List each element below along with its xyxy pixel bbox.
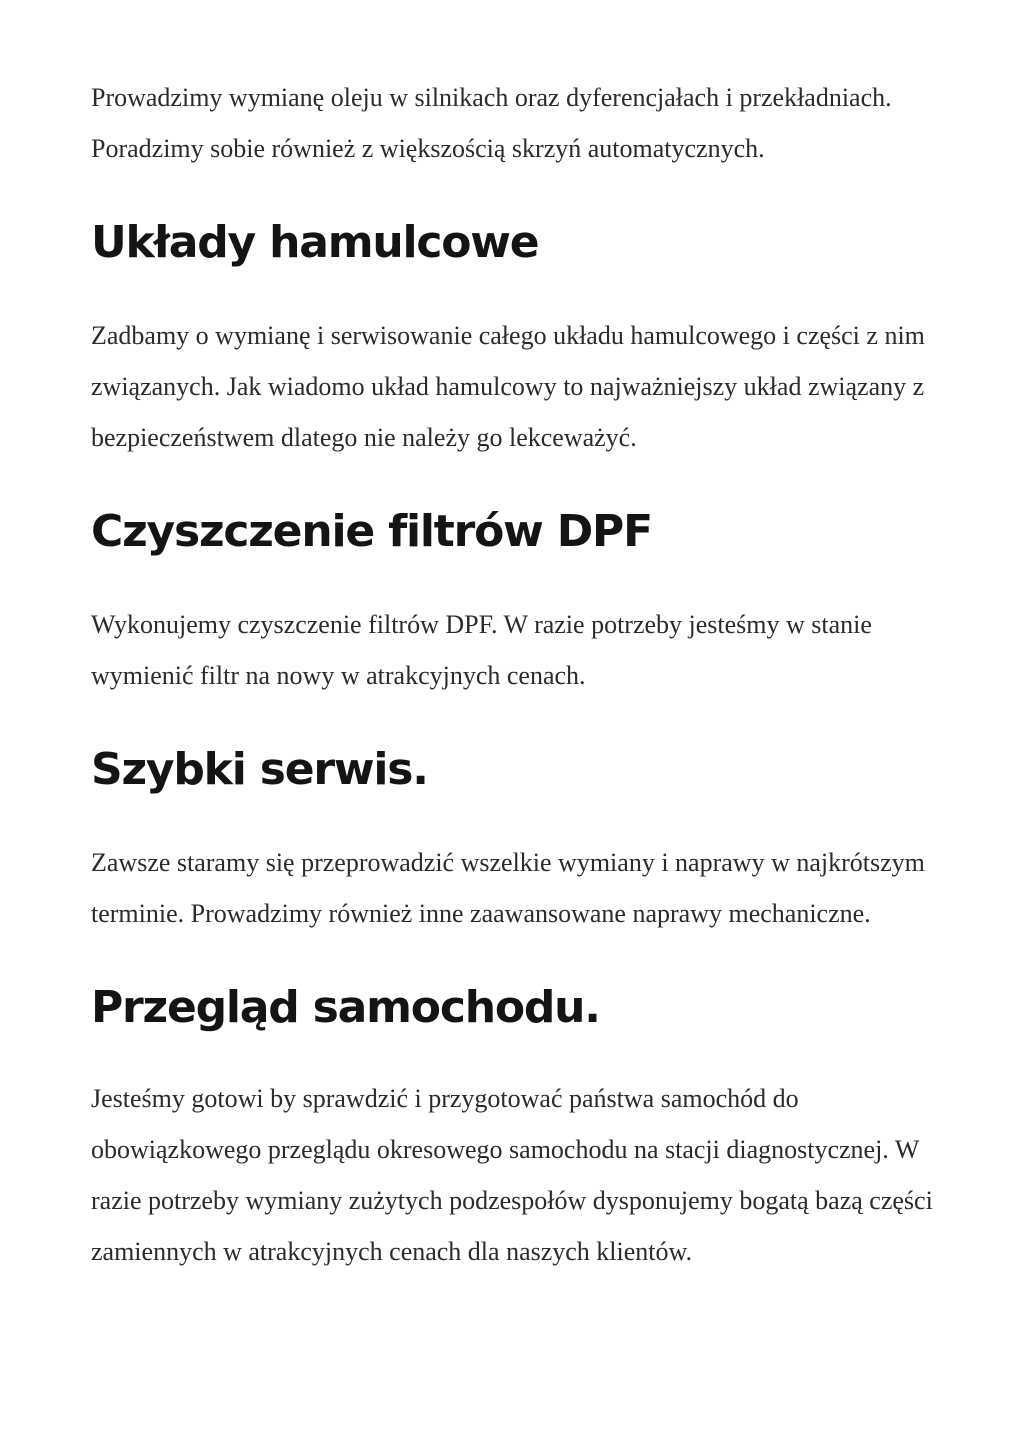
brakes-paragraph: Zadbamy o wymianę i serwisowanie całego układu hamulcowego i części z nim związanych. Jak wiadomo układ hamulcowy to najważniejszy układ związany z bezpieczeństwem dlatego nie należy go lekceważyć.	[91, 321, 925, 452]
fast-service-heading: Szybki serwis.	[91, 744, 428, 795]
dpf-heading: Czyszczenie filtrów DPF	[91, 506, 652, 557]
document-page	[91, 72, 971, 1277]
dpf-paragraph: Wykonujemy czyszczenie filtrów DPF. W razie potrzeby jesteśmy w stanie wymienić filtr na nowy w atrakcyjnych cenach.	[91, 610, 872, 690]
fast-service-paragraph: Zawsze staramy się przeprowadzić wszelkie wymiany i naprawy w najkrótszym terminie. Prowadzimy również inne zaawansowane naprawy mechaniczne.	[91, 848, 925, 928]
car-inspection-heading: Przegląd samochodu.	[91, 982, 600, 1033]
brakes-heading: Układy hamulcowe	[91, 217, 539, 268]
car-inspection-paragraph: Jesteśmy gotowi by sprawdzić i przygotować państwa samochód do obowiązkowego przeglądu okresowego samochodu na stacji diagnostycznej. W razie potrzeby wymiany zużytych podzespołów dysponujemy bogatą bazą części zamiennych w atrakcyjnych cenach dla naszych klientów.	[91, 1084, 933, 1266]
oil-change-paragraph: Prowadzimy wymianę oleju w silnikach oraz dyferencjałach i przekładniach. Poradzimy sobie również z większością skrzyń automatycznych.	[91, 83, 892, 163]
